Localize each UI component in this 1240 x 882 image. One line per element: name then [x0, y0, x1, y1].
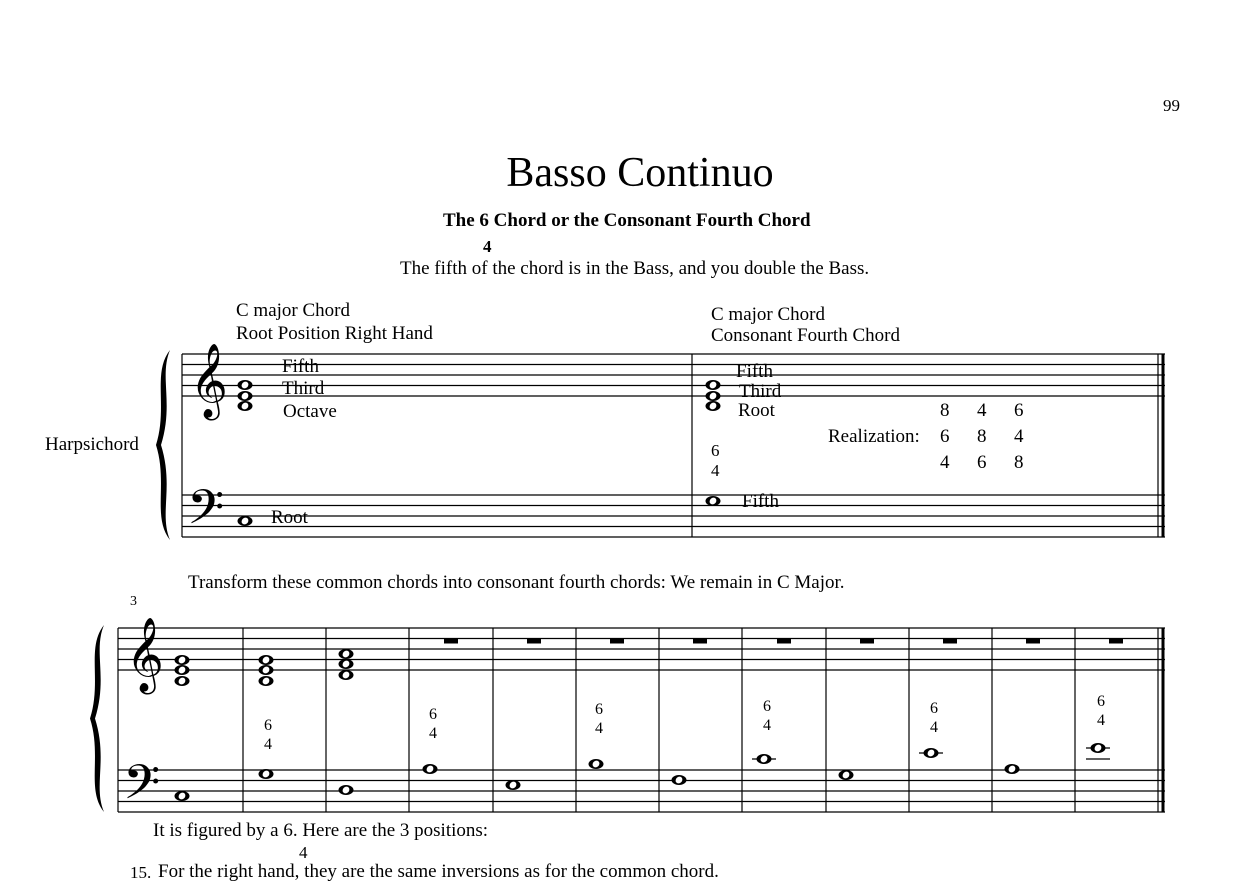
whole-note-icon — [839, 770, 854, 780]
whole-note-icon — [339, 785, 354, 795]
whole-note-icon — [238, 380, 253, 390]
label-third-right: Third — [739, 381, 782, 402]
whole-note-icon — [238, 391, 253, 401]
whole-note-icon — [672, 775, 687, 785]
notes — [175, 380, 1111, 801]
subtitle-figure: 4 — [483, 237, 492, 256]
label-root-left: Root — [271, 507, 308, 528]
figure-6: 6 — [711, 441, 720, 460]
figure-4: 4 — [264, 736, 272, 753]
whole-note-icon — [423, 764, 438, 774]
whole-note-icon — [1091, 743, 1106, 753]
whole-note-icon — [175, 791, 190, 801]
whole-note-icon — [238, 401, 253, 411]
whole-note-icon — [238, 516, 253, 526]
figured-bass — [264, 693, 1105, 753]
figure-4: 4 — [711, 461, 720, 480]
exercise-instruction: Transform these common chords into consonant fourth chords: We remain in C Major. — [188, 572, 845, 593]
brace-icon — [90, 625, 104, 812]
clefs — [90, 345, 228, 821]
figure-4: 4 — [763, 717, 771, 734]
whole-note-icon — [589, 759, 604, 769]
realization-label: Realization: — [828, 426, 920, 447]
whole-rest-icon — [527, 638, 541, 644]
figure-6: 6 — [1097, 693, 1105, 710]
footer-figure: 4 — [299, 843, 308, 862]
whole-rest-icon — [777, 638, 791, 644]
whole-note-icon — [259, 769, 274, 779]
whole-note-icon — [259, 676, 274, 686]
whole-note-icon — [175, 676, 190, 686]
footer-line2: For the right hand, they are the same inversions as for the common chord. — [158, 861, 719, 882]
whole-note-icon — [706, 496, 721, 506]
realization-cell: 8 — [1014, 452, 1024, 473]
whole-rest-icon — [610, 638, 624, 644]
figure-4: 4 — [595, 720, 603, 737]
whole-note-icon — [259, 655, 274, 665]
whole-note-icon — [706, 380, 721, 390]
whole-note-icon — [924, 748, 939, 758]
realization-cell: 6 — [940, 426, 950, 447]
figure-4: 4 — [429, 725, 437, 742]
figure-6: 6 — [264, 717, 272, 734]
whole-note-icon — [706, 391, 721, 401]
whole-rest-icon — [1109, 638, 1123, 644]
whole-rest-icon — [1026, 638, 1040, 644]
whole-note-icon — [506, 780, 521, 790]
subtitle: The 6 Chord or the Consonant Fourth Chord — [443, 210, 811, 231]
whole-note-icon — [1005, 764, 1020, 774]
figure-4: 4 — [1097, 712, 1105, 729]
whole-note-icon — [175, 655, 190, 665]
label-octave-left: Octave — [283, 401, 337, 422]
footer-line-number: 15. — [130, 863, 152, 882]
measure-number: 3 — [130, 594, 137, 609]
realization-cell: 4 — [1014, 426, 1024, 447]
whole-rest-icon — [860, 638, 874, 644]
figure-6: 6 — [930, 700, 938, 717]
realization-cell: 6 — [1014, 400, 1024, 421]
label-third-left: Third — [282, 378, 325, 399]
realization-cell: 6 — [977, 452, 987, 473]
whole-note-icon — [757, 754, 772, 764]
left-caption-line1: C major Chord — [236, 300, 350, 321]
brace-icon — [156, 350, 170, 540]
label-fifth-right: Fifth — [736, 361, 773, 382]
whole-note-icon — [259, 665, 274, 675]
figure-6: 6 — [763, 698, 771, 715]
figure-6: 6 — [429, 706, 437, 723]
whole-note-icon — [339, 659, 354, 669]
page-number: 99 — [1163, 96, 1180, 115]
whole-note-icon — [706, 401, 721, 411]
realization-cell: 8 — [977, 426, 987, 447]
treble-clef-icon: 𝄞 — [190, 345, 228, 416]
figure-4: 4 — [930, 719, 938, 736]
intro-text: The fifth of the chord is in the Bass, and you double the Bass. — [400, 258, 870, 279]
footer-line1: It is figured by a 6. Here are the 3 positions: — [153, 820, 489, 841]
label-fifth-left: Fifth — [282, 356, 319, 377]
right-caption-line2: Consonant Fourth Chord — [711, 325, 900, 346]
whole-rest-icon — [693, 638, 707, 644]
whole-note-icon — [339, 649, 354, 659]
label-bass-fifth: Fifth — [742, 491, 779, 512]
whole-note-icon — [339, 670, 354, 680]
bass-clef-icon: 𝄢 — [187, 481, 225, 546]
whole-note-icon — [175, 665, 190, 675]
whole-rest-icon — [444, 638, 458, 644]
realization-cell: 4 — [940, 452, 950, 473]
treble-clef-icon: 𝄞 — [126, 619, 164, 690]
left-caption-line2: Root Position Right Hand — [236, 323, 433, 344]
staff-lines — [118, 354, 1165, 812]
bass-clef-icon: 𝄢 — [123, 756, 161, 821]
realization-cell: 4 — [977, 400, 987, 421]
barlines — [118, 354, 1163, 812]
instrument-label: Harpsichord — [45, 434, 139, 455]
realization-cell: 8 — [940, 400, 950, 421]
whole-rest-icon — [943, 638, 957, 644]
right-caption-line1: C major Chord — [711, 304, 825, 325]
figure-6: 6 — [595, 701, 603, 718]
label-root-right: Root — [738, 400, 775, 421]
page-title: Basso Continuo — [506, 150, 774, 196]
